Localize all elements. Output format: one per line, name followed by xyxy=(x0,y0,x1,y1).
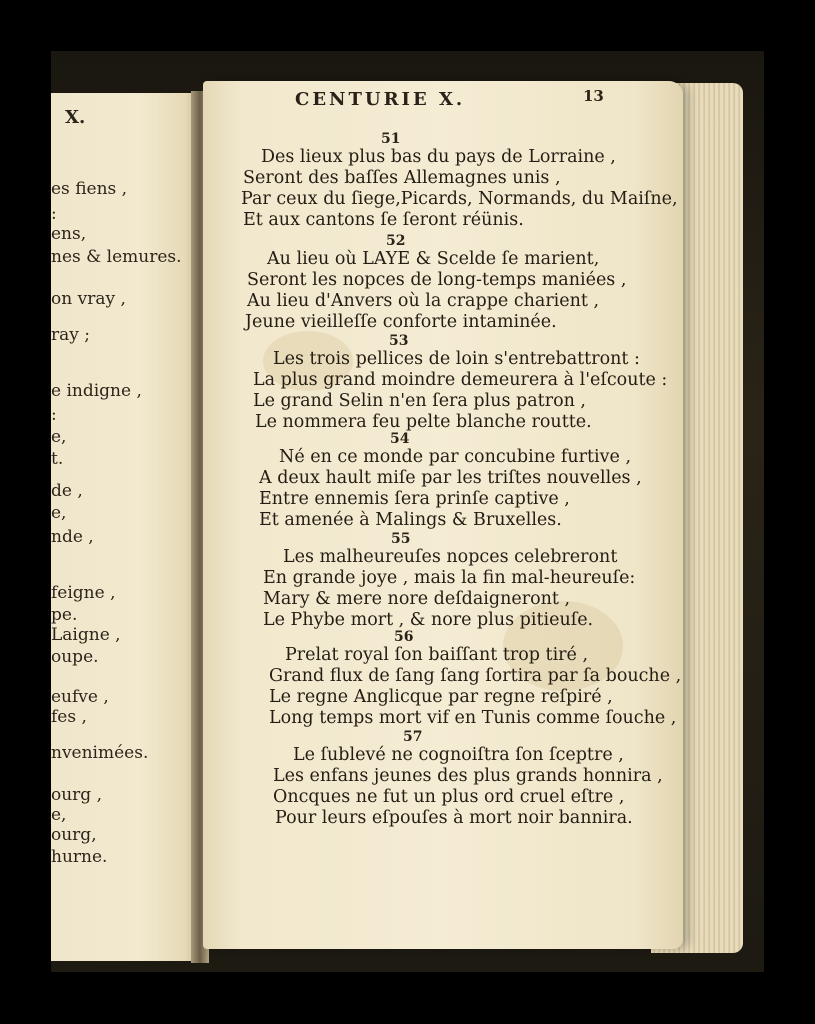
verse-line: Seront les nopces de long-temps maniées , xyxy=(247,270,627,290)
verse-line: Le Phybe mort , & nore plus pitieuſe. xyxy=(263,610,594,630)
quatrain-number: 57 xyxy=(403,729,423,745)
left-page xyxy=(51,93,199,961)
quatrain-number: 56 xyxy=(394,629,414,645)
verse-line: Le ſublevé ne cognoiſtra ſon ſceptre , xyxy=(293,745,624,765)
page-number: 13 xyxy=(583,87,604,105)
verse-line: Par ceux du ſiege,Picards, Normands, du Maiſne, xyxy=(241,189,678,209)
verse-line: Les trois pellices de loin s'entrebattront : xyxy=(273,349,640,369)
verse-line: La plus grand moindre demeurera à l'eſcoute : xyxy=(253,370,668,390)
left-page-line: ourg, xyxy=(51,825,97,845)
left-page-line: oupe. xyxy=(51,647,99,667)
verse-line: Jeune vieilleſſe conforte intaminée. xyxy=(245,312,557,332)
verse-line: Long temps mort vif en Tunis comme ſouche , xyxy=(269,708,677,728)
verse-line: Grand flux de ſang ſang ſortira par ſa bouche , xyxy=(269,666,682,686)
verse-line: Des lieux plus bas du pays de Lorraine , xyxy=(261,147,616,167)
left-page-line: es fiens , xyxy=(51,179,128,199)
left-page-line: nvenimées. xyxy=(51,743,149,763)
left-page-line: Laigne , xyxy=(51,625,121,645)
verse-line: Les malheureuſes nopces celebreront xyxy=(283,547,618,567)
left-page-line: ray ; xyxy=(51,325,90,345)
left-page-line: e, xyxy=(51,503,67,523)
verse-line: A deux hault miſe par les triſtes nouvelles , xyxy=(259,468,642,488)
left-page-line: : xyxy=(51,204,57,224)
verse-line: Entre ennemis ſera prinſe captive , xyxy=(259,489,570,509)
left-page-line: ens, xyxy=(51,224,87,244)
left-page-line: fes , xyxy=(51,707,87,727)
verse-line: Mary & mere nore deſdaigneront , xyxy=(263,589,571,609)
left-page-line: de , xyxy=(51,481,83,501)
verse-line: Au lieu d'Anvers où la crappe charient , xyxy=(247,291,600,311)
left-page-line: t. xyxy=(51,449,64,469)
verse-line: Les enfans jeunes des plus grands honnira , xyxy=(273,766,663,786)
verse-line: Le grand Selin n'en ſera plus patron , xyxy=(253,391,586,411)
quatrain-number: 54 xyxy=(390,431,410,447)
right-page xyxy=(203,81,683,949)
left-page-line: nes & lemures. xyxy=(51,247,182,267)
left-page-line: e, xyxy=(51,427,67,447)
left-page-line: nde , xyxy=(51,527,94,547)
quatrain-number: 52 xyxy=(386,233,406,249)
verse-line: Le regne Anglicque par regne reſpiré , xyxy=(269,687,613,707)
verse-line: Pour leurs eſpouſes à mort noir bannira. xyxy=(275,808,633,828)
quatrain-number: 51 xyxy=(381,131,401,147)
left-page-line: eufve , xyxy=(51,687,109,707)
quatrain-number: 53 xyxy=(389,333,409,349)
left-page-line: on vray , xyxy=(51,289,126,309)
left-page-header: X. xyxy=(65,107,86,128)
left-page-line: feigne , xyxy=(51,583,116,603)
verse-line: Le nommera feu pelte blanche routte. xyxy=(255,412,592,432)
verse-line: Et amenée à Malings & Bruxelles. xyxy=(259,510,562,530)
left-page-line: ourg , xyxy=(51,785,102,805)
running-head: CENTURIE X. xyxy=(295,89,466,110)
left-page-line: e, xyxy=(51,805,67,825)
verse-line: En grande joye , mais la fin mal-heureuſe: xyxy=(263,568,636,588)
left-page-line: e indigne , xyxy=(51,381,142,401)
left-page-line: pe. xyxy=(51,605,78,625)
verse-line: Et aux cantons ſe ſeront réünis. xyxy=(243,210,524,230)
left-page-line: : xyxy=(51,405,57,425)
left-page-line: hurne. xyxy=(51,847,108,867)
verse-line: Au lieu où LAYE & Scelde ſe marient, xyxy=(267,249,600,269)
verse-line: Seront des baſſes Allemagnes unis , xyxy=(243,168,561,188)
verse-line: Né en ce monde par concubine furtive , xyxy=(279,447,632,467)
quatrain-number: 55 xyxy=(391,531,411,547)
verse-line: Oncques ne fut un plus ord cruel eſtre , xyxy=(273,787,625,807)
verse-line: Prelat royal ſon baiſſant trop tiré , xyxy=(285,645,589,665)
scanned-book-photo xyxy=(51,51,764,972)
